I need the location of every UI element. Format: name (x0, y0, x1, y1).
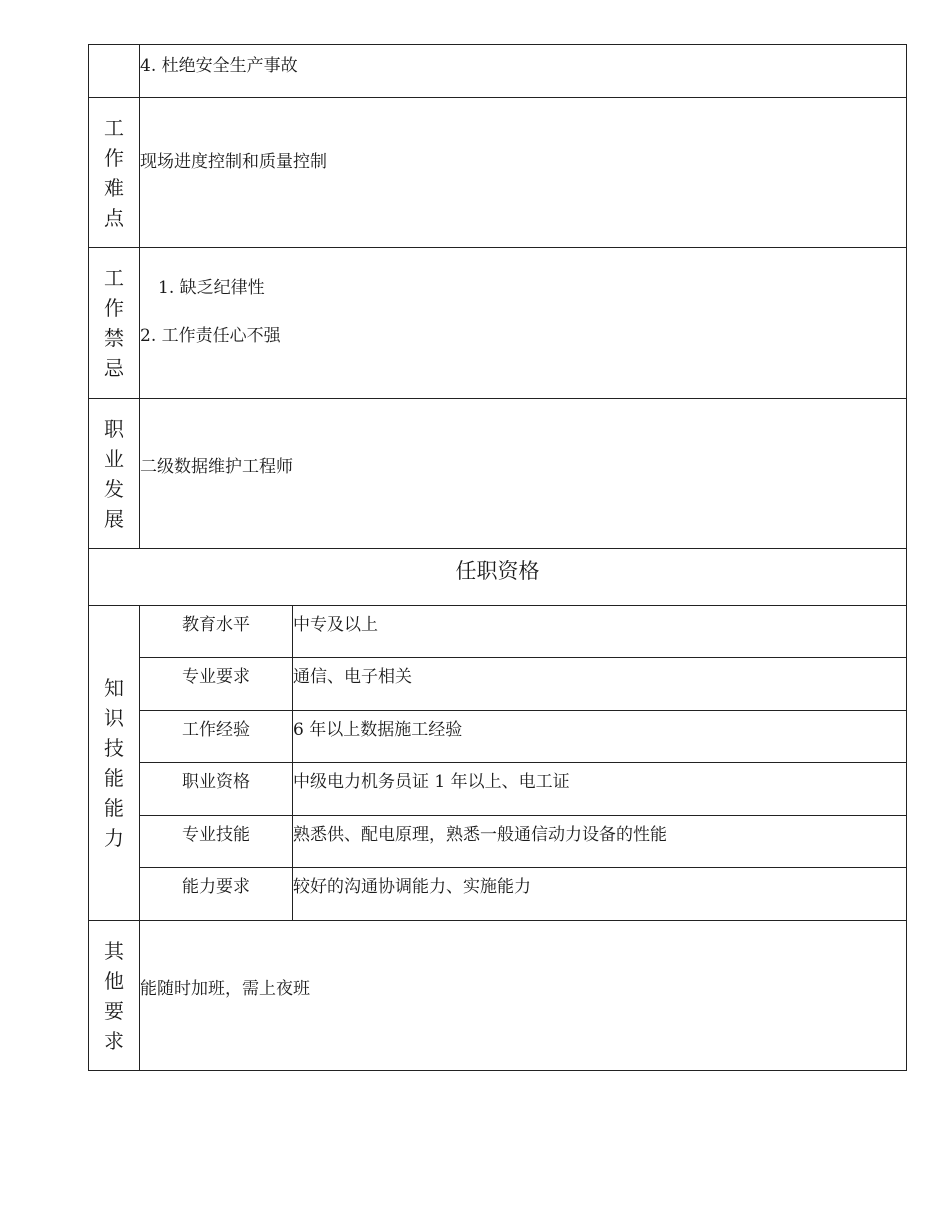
work-taboo-label: 工 作 禁 忌 (89, 248, 140, 399)
qualification-value: 较好的沟通协调能力、实施能力 (293, 868, 907, 921)
qualification-value: 通信、电子相关 (293, 658, 907, 711)
qualifications-title: 任职资格 (89, 549, 907, 606)
career-development-row (89, 399, 907, 549)
taboo-item: 1. 缺乏纪律性 (158, 278, 265, 298)
qualification-name: 职业资格 (140, 763, 293, 816)
knowledge-skills-label: 知 识 技 能 能 力 (89, 606, 140, 921)
qualification-name: 教育水平 (140, 606, 293, 658)
work-taboo-row (89, 248, 907, 399)
qualification-row (89, 763, 907, 816)
work-difficulty-text: 现场进度控制和质量控制 (140, 98, 907, 248)
qualification-name: 工作经验 (140, 711, 293, 763)
work-difficulty-row (89, 98, 907, 248)
work-taboo-list (140, 248, 907, 399)
qualification-value: 6 年以上数据施工经验 (293, 711, 907, 763)
job-description-document (88, 44, 906, 1071)
responsibility-continuation-row (89, 45, 907, 98)
other-requirements-text: 能随时加班，需上夜班 (140, 921, 907, 1071)
qualification-value: 熟悉供、配电原理，熟悉一般通信动力设备的性能 (293, 816, 907, 868)
qualification-row (89, 711, 907, 763)
job-table (88, 44, 907, 1071)
empty-label-cell (89, 45, 140, 98)
qualifications-title-row (89, 549, 907, 606)
qualification-row (89, 606, 907, 658)
qualification-value: 中专及以上 (293, 606, 907, 658)
qualification-name: 专业要求 (140, 658, 293, 711)
qualification-row (89, 658, 907, 711)
qualification-name: 专业技能 (140, 816, 293, 868)
qualification-name: 能力要求 (140, 868, 293, 921)
responsibility-item-4: 4. 杜绝安全生产事故 (140, 45, 907, 98)
career-development-text: 二级数据维护工程师 (140, 399, 907, 549)
other-requirements-row (89, 921, 907, 1071)
qualification-row (89, 868, 907, 921)
taboo-item: 2. 工作责任心不强 (140, 326, 281, 346)
qualification-row (89, 816, 907, 868)
work-difficulty-label: 工 作 难 点 (89, 98, 140, 248)
other-requirements-label: 其 他 要 求 (89, 921, 140, 1071)
career-development-label: 职 业 发 展 (89, 399, 140, 549)
qualification-value: 中级电力机务员证 1 年以上、电工证 (293, 763, 907, 816)
